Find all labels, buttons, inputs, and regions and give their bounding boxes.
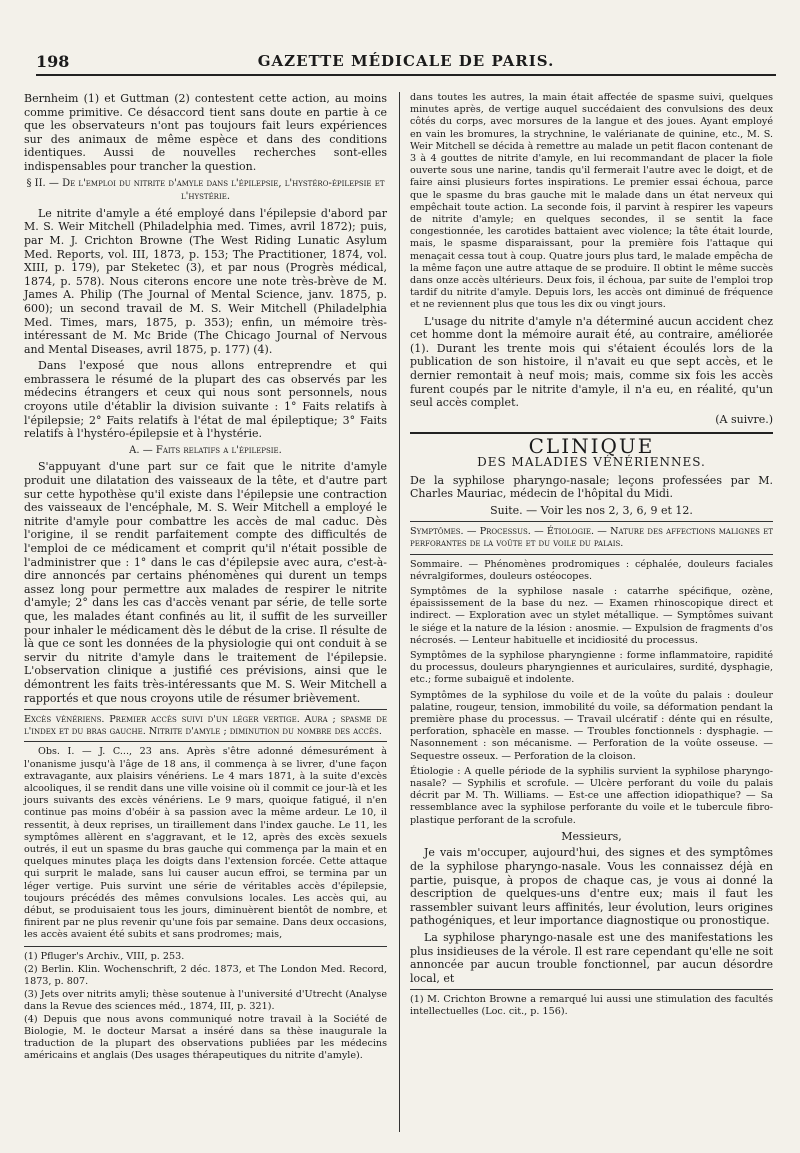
subsection-heading: A. — Faits relatifs a l'épilepsie. (129, 444, 282, 456)
paragraph: Je vais m'occuper, aujourd'hui, des signes et des symptômes de la syphilose pharyngo-nasale. Vous les connaissez déjà en partie, puisque, à propos de chaque cas, je vous ai donné la description de quelques-uns d'entre eux; mais il faut les rassembler suivant leurs affinités, leur évolution, leurs origines pathogéniques, et leur importance diagnostique ou pronostique. (410, 846, 773, 928)
lecture-byline: De la syphilose pharyngo-nasale; leçons professées par M. Charles Mauriac, médecin de l'hôpital du Midi. (410, 473, 773, 501)
paragraph: L'usage du nitrite d'amyle n'a déterminé aucun accident chez cet homme dont la mémoire aurait été, au contraire, améliorée (1). Durant les trente mois qui s'étaient écoulés lors de la publication de son histoire, il n'avait eu que sept accès, et le dernier remontait à neuf mois; mais, comme six fois les accès furent coupés par le nitrite d'amyle, il n'a eu, en réalité, qu'un seul accès complet. (410, 314, 773, 410)
observation-heading: Excès vénériens. Premier accès suivi d'un léger vertige. Aura ; spasme de l'index et du bras gauche. Nitrite d'amyle ; diminution du nombre des accès. (24, 714, 387, 737)
rule (24, 709, 387, 710)
paragraph: Dans l'exposé que nous allons entreprendre et qui embrassera le résumé de la plupart des cas observés par les médecins étrangers et ceux qui nous sont personnels, nous croyons utile d'établir la division suivante : 1° Faits relatifs à l'épilepsie; 2° Faits relatifs à l'état de mal épileptique; 3° Faits relatifs à l'hystéro-épilepsie et à l'hystérie. (24, 359, 387, 441)
continuation-note: (A suivre.) (715, 412, 773, 426)
rule (410, 554, 773, 555)
right-column (410, 92, 773, 1019)
paragraph: Bernheim (1) et Guttman (2) contestent cette action, au moins comme primitive. Ce désaccord tient sans doute en partie à ce que les observateurs n'ont pas toujours fait leurs expériences sur des animaux de même espèce et dans des conditions identiques. Aussi de nouvelles recherches sont-elles indispensables pour trancher la question. (24, 92, 387, 173)
continuation-reference: Suite. — Voir les nos 2, 3, 6, 9 et 12. (490, 503, 693, 517)
rule (24, 741, 387, 742)
summary-item: Symptômes de la syphilose pharyngienne : forme inflammatoire, rapidité du processus, douleurs pharyngiennes et auriculaires, surdité, dysphagie, etc.; forme subaiguë et indolente. (410, 649, 773, 686)
salutation: Messieurs, (561, 829, 622, 843)
topics-heading: Symptômes. — Processus. — Étiologie. — Nature des affections malignes et perforantes de la voûte et du voile du palais. (410, 526, 773, 549)
column-divider (399, 92, 400, 1132)
paragraph: S'appuyant d'une part sur ce fait que le nitrite d'amyle produit une dilatation des vaisseaux de la tête, et d'autre part sur cette hypothèse qu'il existe dans l'épilepsie une contraction des vaisseaux de l'encéphale, M. S. Weir Mitchell a employé le nitrite d'amyle pour combattre les accès de mal caduc. Dès l'origine, il se rendit parfaitement compte des difficultés de l'emploi de ce médicament et comprit qu'il n'était possible de l'administrer que : 1° dans le cas d'épilepsie avec aura, c'est-à-dire annoncés par certains phénomènes qui durent un temps assez long pour permettre aux malades de respirer le nitrite d'amyle; 2° dans les cas d'accès venant par série, de telle sorte que, les malades étant confinés au lit, il suffit de les surveiller pour inhaler le médicament dès le début de la crise. Il résulte de là que ce sont les données de la physiologie qui ont conduit à se servir du nitrite d'amyle dans le traitement de l'épilepsie. L'observation clinique a justifié ces prévisions, ainsi que le démontrent les faits très-intéressants que M. S. Weir Mitchell a rapportés et que nous croyons utile de résumer brièvement. (24, 460, 387, 705)
left-column (24, 92, 387, 1063)
footnote-rule (410, 989, 773, 990)
page-number: 198 (36, 52, 70, 71)
footnote: (1) M. Crichton Browne a remarqué lui aussi une stimulation des facultés intellectuelles (Loc. cit., p. 156). (410, 994, 773, 1018)
section-subtitle: DES MALADIES VÉNÉRIENNES. (477, 455, 706, 469)
summary-item: Symptômes de la syphilose nasale : catarrhe spécifique, ozène, épaississement de la base du nez. — Examen rhinoscopique direct et indirect. — Exploration avec un stylet métallique. — Symptômes suivant le siége et la nature de la lésion : anosmie. — Expulsion de fragments d'os nécrosés. — Lenteur habituelle et incidiosité du processus. (410, 585, 773, 646)
observation-text: Obs. I. — J. C..., 23 ans. Après s'être adonné démesurément à l'onanisme jusqu'à l'âge de 18 ans, il commença à se livrer, d'une façon extravagante, aux plaisirs vénériens. Le 4 mars 1871, à la suite d'excès alcooliques, il se rendit dans une ville voisine où il commit ce jour-là et les jours suivants des excès vénériens. Le 9 mars, quoique fatigué, il n'en continue pas moins d'obéir à sa passion avec la même ardeur. Le 10, il ressentit, à deux reprises, un tiraillement dans l'index gauche. Le 11, les symptômes allèrent en s'aggravant, et le 12, après des excès sexuels outrés, il eut un spasme du bras gauche qui commença par la main et en quelques minutes plaça les doigts dans l'extension forcée. Cette attaque qui surprit le malade, sans lui causer aucun effroi, se termina par un léger vertige. Puis survint une série de véritables accès d'épilepsie, toujours précédés des mêmes convulsions locales. Les accès qui, au début, se produisaient tous les jours, diminuèrent bientôt de nombre, et finirent par ne plus revenir qu'une fois par semaine. Dans deux occasions, les accès avaient été subits et sans prodromes; mais, (24, 746, 387, 941)
rule (410, 521, 773, 522)
footnote: (1) Pfluger's Archiv., VIII, p. 253. (24, 950, 185, 962)
paragraph: dans toutes les autres, la main était affectée de spasme suivi, quelques minutes après, de vertige auquel succédaient des convulsions des deux côtés du corps, avec morsures de la langue et des joues. Ayant employé en vain les bromures, la strychnine, le valérianate de quinine, etc., M. S. Weir Mitchell se décida à remettre au malade un petit flacon contenant de 3 à 4 gouttes de nitrite d'amyle, en lui recommandant de placer la fiole ouverte sous une narine, tandis qu'il fermerait l'autre avec le doigt, et de faire ainsi plusieurs fortes inspirations. Le premier essai échoua, parce que le spasme du bras gauche mit le malade dans un état nerveux qui empêchait toute action. La seconde fois, il parvint à respirer les vapeurs de nitrite d'amyle; en quelques secondes, il se sentit la face congestionnée, les carotides battaient avec violence; la tête était lourde, mais, le spasme disparaissant, pour la première fois l'attaque qui menaçait cessa tout à coup. Quatre jours plus tard, le malade empêcha de la même façon une autre attaque de se produire. Il obtint le même succès dans onze accès ultérieurs. Deux fois, il échoua, par suite de l'emploi trop tardif du nitrite d'amyle. Depuis lors, les accès ont diminué de fréquence et ne reviennent plus que tous les dix ou vingt jours. (410, 92, 773, 311)
footnote-rule (24, 946, 387, 947)
section-heading: § II. — De l'emploi du nitrite d'amyle dans l'épilepsie, l'hystéro-épilepsie et l'hystérie. (26, 177, 385, 203)
footnote: (4) Depuis que nous avons communiqué notre travail à la Société de Biologie, M. le docteur Marsat a inséré dans sa thèse inaugurale la traduction de la plupart des observations publiées par les médecins américains et anglais (Des usages thérapeutiques du nitrite d'amyle). (24, 1013, 387, 1061)
section-title: CLINIQUE (528, 434, 655, 459)
footnote: (3) Jets over nitrits amyli; thèse soutenue à l'université d'Utrecht (Analyse dans la Revue des sciences méd., 1874, III, p. 321). (24, 988, 387, 1012)
summary-item: Sommaire. — Phénomènes prodromiques : céphalée, douleurs faciales névralgiformes, douleurs ostéocopes. (410, 558, 773, 582)
paragraph: Le nitrite d'amyle a été employé dans l'épilepsie d'abord par M. S. Weir Mitchell (Philadelphia med. Times, avril 1872); puis, par M. J. Crichton Browne (The West Riding Lunatic Asylum Med. Reports, vol. III, 1873, p. 153; The Practitioner, 1874, vol. XIII, p. 179), par Steketec (3), et par nous (Progrès médical, 1874, p. 578). Nous citerons encore une note très-brève de M. James A. Philip (The Journal of Mental Science, janv. 1875, p. 600); un second travail de M. S. Weir Mitchell (Philadelphia Med. Times, mars, 1875, p. 353); enfin, un mémoire très-intéressant de M. Mc Bride (The Chicago Journal of Nervous and Mental Diseases, avril 1875, p. 177) (4). (24, 206, 387, 356)
footnote: (2) Berlin. Klin. Wochenschrift, 2 déc. 1873, et The London Med. Record, 1873, p. 807. (24, 963, 387, 987)
page-header (36, 50, 776, 76)
summary-item: Symptômes de la syphilose du voile et de la voûte du palais : douleur palatine, rougeur, tension, immobilité du voile, sa déformation pendant la première phase du processus. — Travail ulcératif : dénte qui en résulte, perforation, sphacèle en masse. — Troubles fonctionnels : dysphagie. — Nasonnement : son mécanisme. — Perforation de la voûte osseuse. — Sequestre osseux. — Perforation de la cloison. (410, 689, 773, 762)
paragraph: La syphilose pharyngo-nasale est une des manifestations les plus insidieuses de la vérole. Il est rare cependant qu'elle ne soit annoncée par aucun trouble fonctionnel, par aucun désordre local, et (410, 930, 773, 985)
journal-title: GAZETTE MÉDICALE DE PARIS. (257, 52, 555, 70)
summary-item: Étiologie : A quelle période de la syphilis survient la syphilose pharyngo-nasale? — Syphilis et scrofule. — Ulcère perforant du voile du palais décrit par M. Th. Williams. — Est-ce une affection idiopathique? — Sa ressemblance avec la syphilose perforante du voile et le tubercule fibro-plastique perforant de la scrofule. (410, 765, 773, 826)
